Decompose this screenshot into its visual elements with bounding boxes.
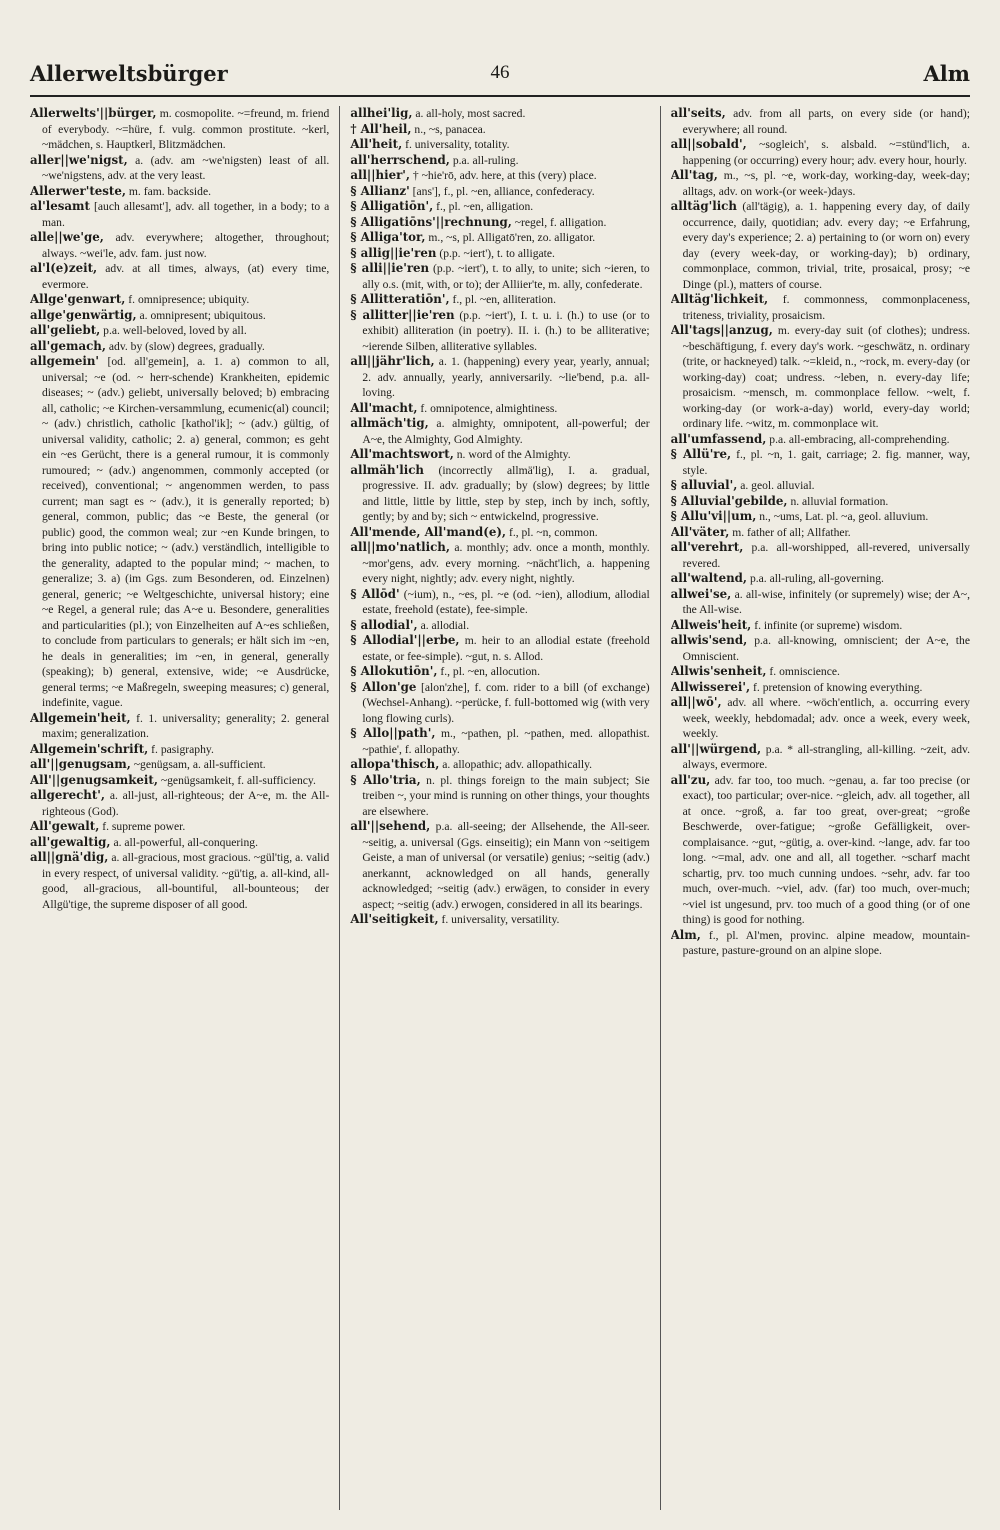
entry-headword: all'||sehend, xyxy=(350,819,431,833)
dictionary-entry xyxy=(350,773,649,820)
entry-headword: all'||genugsam, xyxy=(30,757,131,771)
dictionary-entry xyxy=(30,323,329,339)
entry-definition: a. 1. (happening) every year, yearly, annual; 2. adv. annually, yearly, anniversarily. ~lie'bend, p.a. all-loving. xyxy=(362,355,650,399)
dictionary-entry xyxy=(671,137,970,168)
entry-headword: Allerwelts'||bürger, xyxy=(30,106,157,120)
entry-definition: ~regel, f. alligation. xyxy=(514,215,607,229)
dictionary-entry xyxy=(671,742,970,773)
dictionary-entry xyxy=(30,153,329,184)
entry-headword: All'väter, xyxy=(670,524,730,539)
entry-definition: m., ~s, pl. ~e, work-day, working-day, week-day; alltags, adv. on work-(or week-)days. xyxy=(682,169,970,198)
entry-definition: f. 1. universality; generality; 2. general maxim; generalization. xyxy=(42,711,330,740)
entry-definition: adv. all where. ~wöch'entlich, a. occurring every week, weekly, hebdomadal; adv. once a week, every week, weekly. xyxy=(682,696,970,740)
entry-headword: Alltäg'lichkeit, xyxy=(670,292,769,306)
dictionary-entry xyxy=(671,106,970,137)
dictionary-entry xyxy=(350,416,649,447)
dictionary-entry xyxy=(671,587,970,618)
entry-definition: f. universality, versatility. xyxy=(441,913,560,926)
entry-definition: f., pl. ~n, 1. gait, carriage; 2. fig. manner, way, style. xyxy=(682,448,970,477)
entry-headword: § Allon'ge xyxy=(350,679,417,694)
dictionary-entry xyxy=(350,447,649,463)
dictionary-entry xyxy=(671,494,970,510)
dictionary-entry xyxy=(671,447,970,478)
entry-definition: a. all-powerful, all-conquering. xyxy=(113,835,258,849)
entry-headword: § alli||ie'ren xyxy=(350,261,430,275)
entry-headword: all||sobald', xyxy=(670,137,747,151)
entry-definition: f. pasigraphy. xyxy=(151,742,214,756)
entry-headword: all||hier', xyxy=(350,168,411,182)
dictionary-entry xyxy=(30,819,329,835)
dictionary-entry xyxy=(350,122,649,138)
entry-definition: (all'tägig), a. 1. happening every day, of daily occurrence, daily, quotidian; adv. every day; ~e Erfahrung, every day's experience; 2. a) pertaining to (or worn on) every day (every week-day, or working-day); b) ordinary, commonplace, common, trivial, trite, prosaical, prosy; ~e Dinge (pl.), matters of course. xyxy=(682,200,970,291)
column-divider xyxy=(339,106,340,1510)
entry-headword: § Allo'tria, xyxy=(350,772,421,787)
dictionary-entry xyxy=(350,153,649,169)
entry-definition: m., ~pathen, pl. ~pathen, med. allopathist. ~pathie', f. allopathy. xyxy=(362,727,650,756)
entry-definition: (p.p. ~iert'), t. to alligate. xyxy=(439,246,555,260)
entry-definition: f. pretension of knowing everything. xyxy=(753,680,923,694)
entry-headword: All'gewalt, xyxy=(30,819,100,833)
column-3 xyxy=(671,106,970,1510)
entry-headword: All'tag, xyxy=(670,168,718,182)
dictionary-entry xyxy=(350,354,649,401)
entry-definition: [ans'], f., pl. ~en, alliance, confederacy. xyxy=(412,184,595,198)
entry-definition: f., pl. ~en, alligation. xyxy=(436,200,534,213)
entry-headword: Allweis'heit, xyxy=(670,617,752,632)
entry-definition: adv. by (slow) degrees, gradually. xyxy=(108,339,265,353)
entry-definition: a. omnipresent; ubiquitous. xyxy=(139,308,266,322)
entry-headword: allwis'send, xyxy=(670,633,748,647)
entry-headword: all||wō', xyxy=(670,695,722,709)
entry-headword: all'herrschend, xyxy=(350,152,450,167)
entry-headword: § allig||ie'ren xyxy=(350,245,437,260)
entry-definition: a. allopathic; adv. allopathically. xyxy=(442,758,593,771)
entry-headword: all'seits, xyxy=(670,106,726,120)
dictionary-entry xyxy=(30,835,329,851)
entry-headword: allwei'se, xyxy=(670,586,732,601)
dictionary-entry xyxy=(350,137,649,153)
entry-headword: allmäch'tig, xyxy=(350,416,429,430)
entry-definition: f. omniscience. xyxy=(769,665,840,678)
entry-headword: Allerwer'teste, xyxy=(30,183,126,198)
entry-headword: all'||würgend, xyxy=(670,741,762,756)
page-number: 46 xyxy=(490,62,510,83)
dictionary-entry xyxy=(30,339,329,355)
entry-definition: p.a. * all-strangling, all-killing. ~zeit, adv. always, evermore. xyxy=(682,742,970,771)
entry-definition: a. geol. alluvial. xyxy=(740,479,815,492)
entry-headword: § Allü're, xyxy=(670,447,732,461)
dictionary-entry xyxy=(671,199,970,292)
entry-headword: All'tags||anzug, xyxy=(670,323,773,337)
entry-definition: m. father of all; Allfather. xyxy=(732,525,851,539)
entry-definition: adv. everywhere; altogether, throughout; always. ~wei'le, adv. fam. just now. xyxy=(42,231,330,260)
dictionary-entry xyxy=(350,261,649,292)
entry-definition: adv. at all times, always, (at) every time, evermore. xyxy=(42,262,330,291)
entry-definition: p.a. all-knowing, omniscient; der A~e, the Omniscient. xyxy=(682,634,970,663)
entry-definition: m. heir to an allodial estate (freehold estate, or fee-simple). ~gut, n. s. Allod. xyxy=(362,634,650,663)
dictionary-entry xyxy=(350,540,649,587)
entry-headword: al'lesamt xyxy=(30,199,90,213)
dictionary-entry xyxy=(671,540,970,571)
entry-definition: a. all-gracious, most gracious. ~gül'tig, a. valid in every respect, of universal validity. ~gü'tig, a. all-kind, all-good, all-gracious, all-bountiful, all-bounteous; der Allgü'tige, the supreme disposer of all good. xyxy=(42,851,330,911)
entry-headword: al'l(e)zeit, xyxy=(30,261,98,275)
dictionary-entry xyxy=(671,773,970,928)
entry-definition: f., pl. Al'men, provinc. alpine meadow, mountain-pasture, pasture-ground on an alpine slope. xyxy=(682,928,970,957)
dictionary-entry xyxy=(350,401,649,417)
entry-headword: § Allodial'||erbe, xyxy=(350,633,460,647)
dictionary-entry xyxy=(671,664,970,680)
entry-definition: n., ~s, panacea. xyxy=(414,122,486,136)
entry-definition: [auch allesamt'], adv. all together, in a body; to a man. xyxy=(42,200,330,229)
dictionary-entry xyxy=(671,478,970,494)
entry-headword: all||jähr'lich, xyxy=(350,354,435,368)
entry-definition: f., pl. ~n, common. xyxy=(508,525,598,539)
dictionary-entry xyxy=(350,168,649,184)
dictionary-entry xyxy=(671,633,970,664)
entry-headword: allge'genwärtig, xyxy=(30,307,137,322)
entry-headword: Allwis'senheit, xyxy=(670,664,767,678)
entry-headword: All'macht, xyxy=(350,400,418,415)
entry-headword: All'seitigkeit, xyxy=(350,912,439,926)
entry-headword: Alm, xyxy=(670,927,701,942)
dictionary-entry xyxy=(350,912,649,928)
entry-definition: n. pl. things foreign to the main subject; Sie treiben ~, your mind is running on other things, your thoughts are elsewhere. xyxy=(362,773,650,818)
dictionary-entry xyxy=(30,292,329,308)
dictionary-entry xyxy=(350,618,649,634)
dictionary-entry xyxy=(30,199,329,230)
dictionary-entry xyxy=(350,199,649,215)
entry-definition: adv. far too, too much. ~genau, a. far too precise (or exact), too particular; over-nice. ~gleich, adv. all together, all at once. ~groß, a. far too great, over-great; ~große Beschwerde, over-fatigue; ~große Gefälligkeit, over-complaisance. ~gut, ~gütig, a. over-kind. ~lange, adv. far too long. ~=mal, adv. one and all, all together. ~scharf macht schartig, prv. too much cunning undoes. ~sehr, adv. far too much, over-much. ~viel, adv. (far) too much, over-much; ~viel ist ungesund, prv. too much of a good thing (or of one thing) is good for nothing. xyxy=(682,773,970,926)
dictionary-entry xyxy=(350,308,649,355)
dictionary-entry xyxy=(30,308,329,324)
entry-definition: (~ium), n., ~es, pl. ~e (od. ~ien), allodium, allodial estate, freehold (estate), fee-simple. xyxy=(362,587,650,616)
dictionary-entry xyxy=(30,184,329,200)
entry-definition: ~sogleich', s. alsbald. ~=stünd'lich, a. happening (or occurring) every hour; adv. every hour, hourly. xyxy=(682,138,970,167)
entry-headword: Allgemein'heit, xyxy=(30,710,131,725)
entry-headword: § Allo||path', xyxy=(350,726,436,740)
dictionary-entry xyxy=(350,292,649,308)
entry-definition: a. almighty, omnipotent, all-powerful; der A~e, the Almighty, God Almighty. xyxy=(362,417,650,446)
dictionary-entry xyxy=(671,323,970,432)
dictionary-entry xyxy=(30,788,329,819)
dictionary-entry xyxy=(350,215,649,231)
entry-definition: p.a. all-ruling, all-governing. xyxy=(749,572,884,585)
entry-headword: § Alliga'tor, xyxy=(350,230,426,244)
dictionary-entry xyxy=(671,168,970,199)
entry-definition: m. fam. backside. xyxy=(128,184,211,198)
entry-definition: p.a. all-seeing; der Allsehende, the All-seer. ~seitig, a. universal (Ggs. einseitig); ein Mann von ~seitigem Geiste, a man of universal (or versatile) genius; ~seitig (adv.) anerkannt, acknowledged on all hands, generally acknowledged; ~seitig (adv.) erwägen, to consider in every aspect; ~seitig (adv.) erwogen, considered in all its bearings. xyxy=(362,820,650,911)
dictionary-entry xyxy=(30,354,329,711)
entry-headword: all'verehrt, xyxy=(670,540,744,554)
dictionary-entry xyxy=(350,664,649,680)
entry-definition: a. all-wise, infinitely (or supremely) wise; der A~, the All-wise. xyxy=(682,587,970,616)
entry-headword: allgemein' xyxy=(30,354,100,368)
entry-definition: a. all-just, all-righteous; der A~e, m. the All-righteous (God). xyxy=(42,789,330,818)
entry-definition: n. word of the Almighty. xyxy=(456,448,571,461)
entry-headword: § Alligatiōns'||rechnung, xyxy=(350,214,512,229)
dictionary-entry xyxy=(671,618,970,634)
header-rule xyxy=(30,95,970,97)
entry-definition: f. omnipresence; ubiquity. xyxy=(128,293,250,306)
entry-headword: All'mende, All'mand(e), xyxy=(350,524,507,539)
entry-headword: Allwisserei', xyxy=(670,679,751,694)
entry-definition: n. alluvial formation. xyxy=(790,494,889,508)
entry-definition: n., ~ums, Lat. pl. ~a, geol. alluvium. xyxy=(759,510,929,523)
dictionary-entry xyxy=(350,525,649,541)
entry-definition: f. universality, totality. xyxy=(405,138,510,151)
entry-headword: § Alligatiōn', xyxy=(350,199,434,213)
entry-headword: Allgemein'schrift, xyxy=(30,741,149,756)
dictionary-entry xyxy=(671,292,970,323)
entry-headword: allopa'thisch, xyxy=(350,757,440,771)
entry-headword: allhei'lig, xyxy=(350,106,413,120)
entry-definition: f. commonness, commonplaceness, triteness, triviality, prosaicism. xyxy=(682,293,970,322)
left-running-headword: Allerweltsbürger xyxy=(30,60,228,86)
entry-headword: all'zu, xyxy=(670,772,711,787)
entry-definition: m., ~s, pl. Alligatō'ren, zo. alligator. xyxy=(428,231,596,244)
dictionary-entry xyxy=(30,742,329,758)
entry-definition: m. every-day suit (of clothes); undress. ~beschäftigung, f. every day's work. ~geschwätz, n. ordinary (trite, or hackneyed) talk. ~=kleid, n., ~rock, m. every-day (or working-day) coat; undress. ~leben, n. every-day life; prosaicism. ~mensch, m. commonplace fellow. ~welt, f. working-day (or work-a-day) world, every-day world; ordinary life. ~witz, m. commonplace wit. xyxy=(682,324,970,430)
dictionary-entry xyxy=(350,230,649,246)
entry-definition: f. infinite (or supreme) wisdom. xyxy=(754,618,903,632)
entry-headword: † All'heil, xyxy=(350,121,412,136)
dictionary-entry xyxy=(350,680,649,727)
entry-definition: a. allodial. xyxy=(420,618,470,632)
entry-definition: f. omnipotence, almightiness. xyxy=(420,401,558,415)
entry-headword: All'machtswort, xyxy=(350,447,454,461)
entry-definition: ~genügsam, a. all-sufficient. xyxy=(133,758,266,771)
dictionary-entry xyxy=(671,525,970,541)
entry-definition: f., pl. ~en, allocution. xyxy=(440,665,540,678)
column-divider xyxy=(660,106,661,1510)
entry-definition: [alon'zhe], f. com. rider to a bill (of exchange) (Wechsel-Anhang). ~perücke, f. full-bottomed wig (with very long flowing curls). xyxy=(362,680,650,725)
column-2 xyxy=(350,106,649,1510)
entry-definition: f. supreme power. xyxy=(102,820,186,833)
entry-definition: f., pl. ~en, alliteration. xyxy=(452,293,556,306)
entry-headword: § allodial', xyxy=(350,617,418,632)
entry-definition: (incorrectly allmä'lig), I. a. gradual, progressive. II. adv. gradually; by (slow) degrees; by little and little, little by little, step by step, inch by inch, softly, gently; by and by; sich ~ entwickelnd, progressive. xyxy=(362,463,650,523)
entry-headword: all'geliebt, xyxy=(30,323,101,337)
entry-headword: § Allitteratiōn', xyxy=(350,292,450,306)
entry-definition: p.a. all-embracing, all-comprehending. xyxy=(769,432,950,446)
dictionary-entry xyxy=(671,571,970,587)
entry-headword: § Alluvial'gebilde, xyxy=(670,493,788,508)
entry-headword: aller||we'nigst, xyxy=(30,152,128,167)
dictionary-entry xyxy=(30,261,329,292)
entry-headword: all||gnä'dig, xyxy=(30,850,109,864)
entry-headword: all'waltend, xyxy=(670,571,748,585)
entry-headword: § Allokutiōn', xyxy=(350,664,438,678)
entry-definition: (p.p. ~iert'), t. to ally, to unite; sich ~ieren, to ally o.s. (mit, with, or to); der Alliier'te, m. ally, confederate. xyxy=(362,262,650,291)
dictionary-entry xyxy=(671,509,970,525)
dictionary-entry xyxy=(671,680,970,696)
page-header xyxy=(30,58,970,88)
dictionary-entry xyxy=(30,757,329,773)
entry-headword: All'heit, xyxy=(350,137,403,151)
entry-headword: § Allu'vi||um, xyxy=(670,509,757,523)
dictionary-entry xyxy=(671,432,970,448)
dictionary-entry xyxy=(671,928,970,959)
column-1 xyxy=(30,106,329,1510)
dictionary-entry xyxy=(30,773,329,789)
entry-definition: † ~hie'rō, adv. here, at this (very) place. xyxy=(412,169,597,182)
entry-definition: a. all-holy, most sacred. xyxy=(415,107,526,120)
entry-definition: p.a. all-ruling. xyxy=(452,153,519,167)
entry-headword: § Allōd' xyxy=(350,586,400,601)
entry-headword: § alluvial', xyxy=(670,478,738,492)
dictionary-entry xyxy=(350,726,649,757)
dictionary-entry xyxy=(30,850,329,912)
columns-container xyxy=(30,106,970,1510)
entry-definition: m. cosmopolite. ~=freund, m. friend of everybody. ~=hüre, f. vulg. common prostitute. ~kerl, ~mädchen, s. Hauptkerl, Blitzmädchen. xyxy=(42,107,330,151)
dictionary-entry xyxy=(350,587,649,618)
dictionary-entry xyxy=(30,230,329,261)
entry-headword: alltäg'lich xyxy=(670,199,737,213)
entry-headword: § allitter||ie'ren xyxy=(350,307,455,322)
entry-headword: all||mo'natlich, xyxy=(350,540,450,554)
dictionary-entry xyxy=(30,106,329,153)
dictionary-entry xyxy=(350,184,649,200)
entry-definition: p.a. well-beloved, loved by all. xyxy=(103,324,247,337)
dictionary-entry xyxy=(350,633,649,664)
entry-definition: [od. all'gemein], a. 1. a) common to all, universal; ~e (od. ~ herr-schende) Krankheiten, epidemic diseases; ~ (adv.) geliebt, universally beloved; b) embracing all, catholic; ~e Kirchen-versammlung, ecumenic(al) council; ~ (adv.) christlich, catholic [kathol'ik]; ~ (adv.) gültig, of universal validity, catholic; 2. a) general, common; es geht ein ~es Gerücht, there is a general rumour, it is commonly rumoured; ~ (adv.) angenommen, commonly accepted (or received), conventional; ~ angenommen werden, to pass current; man sagt es ~ (adv.), it is generally reported; b) general, common, public; das ~e Beste, the general (or public) good, the common weal; zur ~en Kunde bringen, to bring into public notice; ~ (adv.) verständlich, intelligible to the generality, adapted to the popular mind; ~ machen, to generalize; 3. a) (im Ggs. zum Besonderen, od. Einzelnen) general, generic; ~e Weltgeschichte, universal history; eine ~e Regel, a general rule; das A~e u. Besondere, generalities and particularities (pl.); von Einzelheiten auf A~es schließen, to conclude from particulars to generals; er hält sich im ~en, he deals in generalities; im ~en, in general, generally (speaking); b) general, extensive, wide; ~e Ausdrücke, general terms; ~e Maßregeln, sweeping measures; c) general, indefinite, vague. xyxy=(42,355,330,709)
dictionary-entry xyxy=(350,819,649,912)
dictionary-entry xyxy=(350,246,649,262)
entry-headword: allmäh'lich xyxy=(350,462,424,477)
entry-headword: all'gewaltig, xyxy=(30,834,111,849)
entry-definition: a. (adv. am ~we'nigsten) least of all. ~we'nigstens, adv. at the very least. xyxy=(42,153,330,182)
entry-headword: § Allianz' xyxy=(350,183,410,198)
entry-headword: all'umfassend, xyxy=(670,431,767,446)
entry-headword: Allge'genwart, xyxy=(30,292,126,306)
dictionary-entry xyxy=(30,711,329,742)
dictionary-entry xyxy=(350,757,649,773)
entry-headword: all'gemach, xyxy=(30,338,106,353)
entry-definition: ~genügsamkeit, f. all-sufficiency. xyxy=(160,773,316,787)
dictionary-entry xyxy=(671,695,970,742)
entry-headword: allgerecht', xyxy=(30,788,106,802)
dictionary-entry xyxy=(350,106,649,122)
entry-headword: All'||genugsamkeit, xyxy=(30,772,158,787)
right-running-headword: Alm xyxy=(923,60,970,86)
entry-definition: (p.p. ~iert'), I. t. u. i. (h.) to use (or to exhibit) alliteration (in poetry). II. i. (h.) to be alliterative; ~ierende Silben, alliterative syllables. xyxy=(362,308,650,353)
entry-definition: p.a. all-worshipped, all-revered, universally revered. xyxy=(682,541,970,570)
entry-headword: alle||we'ge, xyxy=(30,230,104,244)
entry-definition: adv. from all parts, on every side (or hand); everywhere; all round. xyxy=(682,107,970,136)
entry-definition: a. monthly; adv. once a month, monthly. ~mor'gens, adv. every morning. ~nächt'lich, a. happening every night, nightly; adv. every night, nightly. xyxy=(362,541,650,585)
dictionary-entry xyxy=(350,463,649,525)
